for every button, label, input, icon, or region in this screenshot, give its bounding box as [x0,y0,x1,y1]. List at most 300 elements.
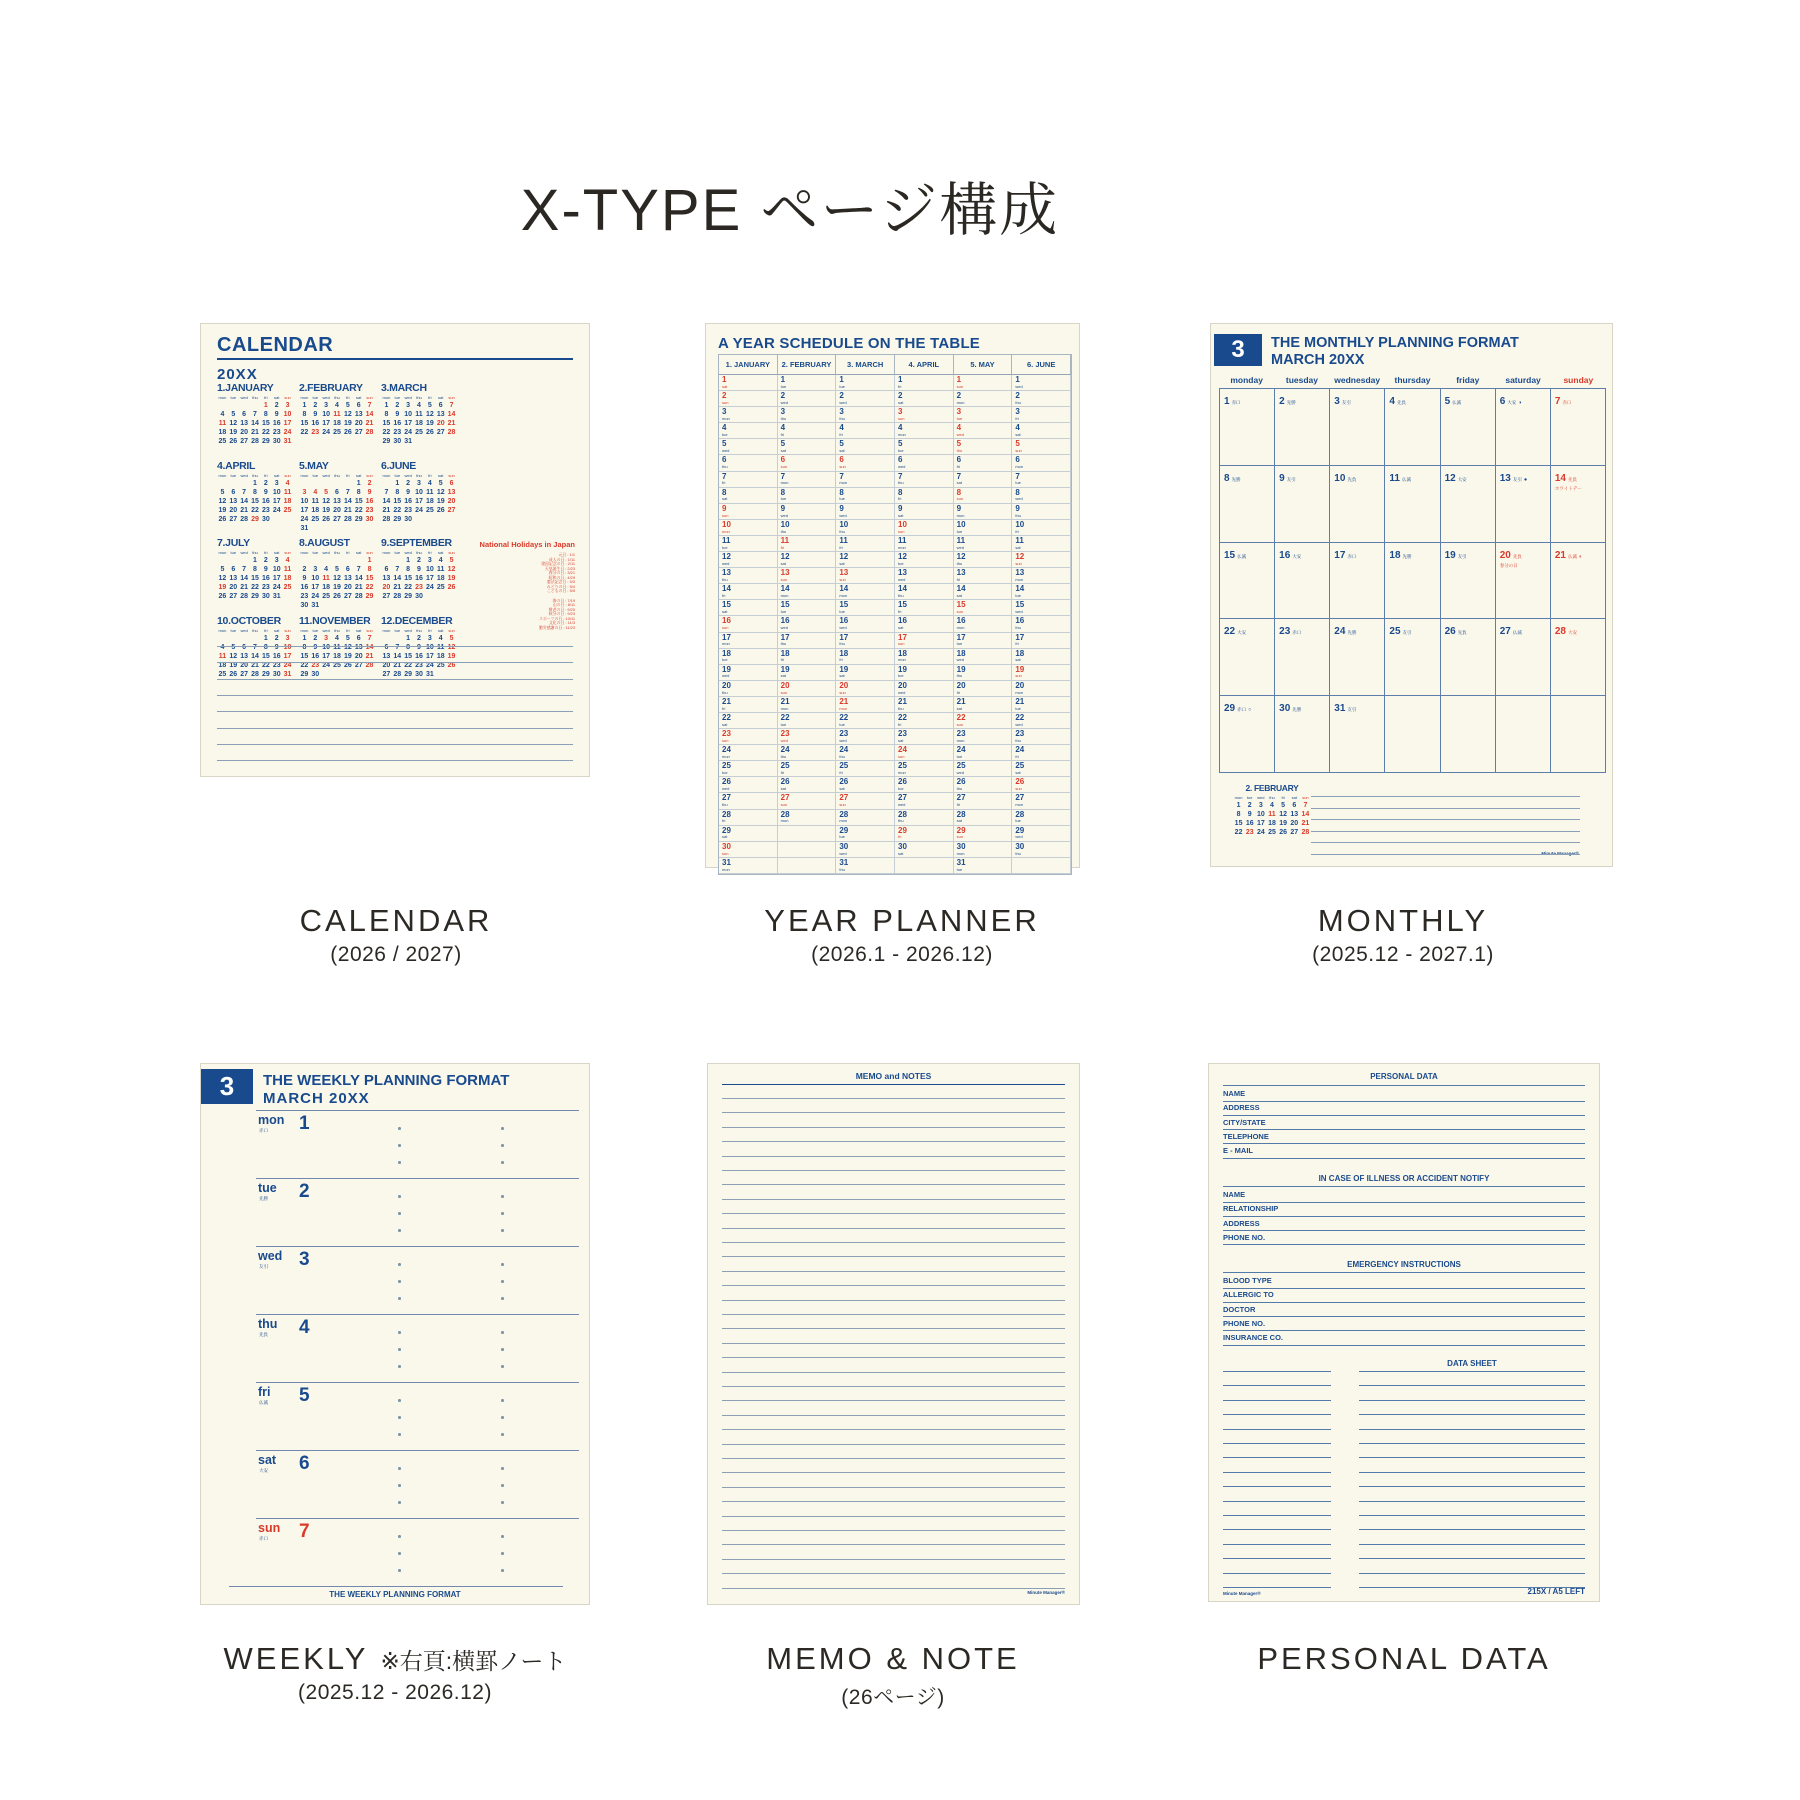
time-dot [501,1212,504,1215]
day-number: 26 [333,593,341,600]
day-number: 11 [322,575,330,582]
day-number: 2 [406,479,411,487]
day-number: 22 [300,661,309,669]
year-day-cell: 7 mon [778,472,837,488]
holiday-item: 文化の日 : 11/3 [548,620,575,625]
year-day-cell: 16 sat [895,616,954,632]
day-number: 2 [313,402,318,409]
year-day-cell [778,842,837,858]
day-number: 5 [345,402,350,409]
day-number: 18 [415,420,423,427]
day-number: 26 [218,593,227,600]
day-number: 3 [417,479,421,487]
weekday-label: tue [230,550,237,555]
weekday-label: sat [356,395,362,400]
field-line [1223,1158,1585,1159]
caption-weekly-range: (2025.12 - 2026.12) [298,1681,492,1704]
weekday-label: mon [218,627,227,633]
memo-line [722,1588,1065,1589]
data-sheet-line [1223,1573,1331,1574]
mini-month [1233,782,1311,837]
day-number: 15 [251,575,259,582]
holiday-item: スポーツの日 : 10/11 [539,615,575,621]
data-sheet-line [1223,1486,1331,1487]
day-number: 20 [229,584,238,591]
day-note: ホワイトデー [1554,485,1582,491]
note-line [1311,854,1580,855]
field-line [1223,1202,1585,1203]
day-number: 3 [285,634,290,642]
personal-data-page-preview [1208,1063,1600,1602]
weekday-label: mon [300,550,309,555]
day-number: 16 [415,652,423,660]
day-number: 22 [300,429,309,436]
mini-month [217,460,293,524]
year-day-cell: 19 tue [895,665,954,681]
day-number: 4 [438,557,443,564]
weekly-day-row [256,1314,579,1383]
time-dot [501,1229,504,1232]
memo-line [722,1271,1065,1272]
field-label: INSURANCE CO. [1223,1333,1284,1343]
data-sheet-line [1359,1544,1585,1545]
rokuyo-label: 仏滅 [259,1400,268,1405]
day-number: 5 [1281,802,1286,809]
day-number: 21 [343,506,352,514]
day-number: 30 [261,515,270,523]
day-number: 1 [384,402,389,409]
year-day-cell: 5 thu [954,439,1013,455]
day-number: 15 [251,497,259,505]
year-day-cell: 11 wed [954,536,1013,552]
monthly-day-cell: 19 友引 [1441,543,1496,620]
day-number: 30 [404,515,413,523]
mini-month-grid [1233,795,1311,837]
weekday-label: thu [416,550,422,555]
note-line [217,662,573,663]
field-label: ALLERGIC TO [1223,1290,1274,1300]
day-number: 16 [393,420,402,427]
day-number: 23 [415,584,423,591]
day-number: 3 [274,557,279,564]
year-day-cell: 1 fri [895,375,954,391]
year-day-cell: 31 tue [954,858,1013,874]
weekday-label: thu [252,395,258,400]
memo-line [722,1170,1065,1171]
note-line [217,760,573,761]
field-label: TELEPHONE [1223,1131,1269,1141]
year-day-cell: 20 sun [836,681,895,697]
weekday-label: mon [218,472,227,478]
day-number: 4 [285,479,290,487]
day-number: 12 [425,411,434,418]
year-day-cell: 6 sun [836,455,895,471]
day-number: 29 [404,593,413,600]
day-number: 14 [447,411,456,418]
year-planner-table [718,354,1072,875]
day-number: 26 [218,515,227,523]
weekday-label: fri [264,627,268,633]
day-number: 22 [354,506,363,514]
field-line [1223,1230,1585,1231]
year-day-cell: 15 tue [836,600,895,616]
day-number: 11 [1268,811,1276,818]
mini-month-title: 4.APRIL [217,459,256,472]
mini-month [381,537,457,601]
day-number: 4 [220,411,225,418]
data-sheet-line [1359,1371,1585,1372]
weekday-label: sat [438,395,444,400]
day-number: 12 [447,643,456,651]
monthly-day-cell: 26 先負 [1441,619,1496,696]
weekday-label: wed [322,627,330,633]
monthly-day-cell: 13 友引 ● [1496,466,1551,543]
year-day-cell: 21 mon [778,697,837,713]
mini-month-grid [381,473,457,524]
year-day-cell: 30 thu [1012,842,1071,858]
day-number: 25 [333,661,341,669]
year-day-cell: 9 sun [719,504,778,520]
day-number: 7 [395,643,400,651]
data-sheet-line [1359,1486,1585,1487]
mini-month-grid [299,628,375,679]
day-number: 30 [415,670,423,678]
field-line [1223,1115,1585,1116]
weekday-label: sun [448,550,455,555]
year-day-cell: 3 fri [1012,407,1071,423]
day-number: 13 [333,497,341,505]
day-number: 14 [393,575,402,582]
day-number: 17 [272,497,281,505]
mini-month [381,460,457,524]
year-day-cell: 4 wed [954,423,1013,439]
day-number: 21 [393,584,402,591]
memo-line [722,1472,1065,1473]
day-number: 24 [300,515,309,523]
monthly-day-cell: 21 仏滅 ◐ [1551,543,1606,620]
year-month-header: 3. MARCH [836,355,895,375]
year-day-cell: 23 sat [895,729,954,745]
memo-line [722,1573,1065,1574]
day-number: 16 [261,575,270,582]
memo-line [722,1559,1065,1560]
day-number: 19 [425,420,434,427]
day-number: 10 [425,643,434,651]
mini-month-grid [381,395,457,446]
year-day-cell: 25 wed [954,761,1013,777]
day-number: 28 [393,593,402,600]
day-number: 20 [240,429,249,436]
year-day-cell: 28 fri [719,810,778,826]
year-day-cell [778,858,837,874]
day-number: 4 [324,566,329,573]
day-number: 2 [395,402,400,409]
caption-year-planner-range: (2026.1 - 2026.12) [811,943,993,966]
year-day-cell: 30 sun [719,842,778,858]
year-day-cell: 21 fri [719,697,778,713]
time-dot [501,1569,504,1572]
day-number: 25 [311,515,320,523]
day-number: 11 [333,411,341,418]
mini-month-title: 5.MAY [299,459,329,472]
year-day-cell: 1 tue [836,375,895,391]
weekday-label: mon [382,472,391,478]
day-number: 17 [425,575,434,582]
day-number: 28 [251,438,259,445]
year-day-cell: 19 wed [719,665,778,681]
weekday-header: thursday [1394,375,1431,385]
mini-month-grid [299,395,375,437]
day-number: 7 [299,1521,310,1542]
monthly-day-cell: 6 大安 ◑ [1496,389,1551,466]
year-day-cell: 3 thu [836,407,895,423]
day-number: 6 [438,402,443,409]
time-dot [501,1161,504,1164]
year-day-cell: 2 mon [954,391,1013,407]
year-day-cell: 4 fri [778,423,837,439]
year-day-cell: 2 sun [719,391,778,407]
day-number: 10 [425,566,434,573]
field-label: DOCTOR [1223,1304,1256,1314]
day-number: 2 [417,557,421,564]
day-number: 13 [354,643,363,651]
weekday-label: thu [416,627,422,633]
day-number: 3 [427,557,432,564]
year-day-cell: 16 wed [778,616,837,632]
mini-month-title: 1.JANUARY [217,382,274,394]
weekday-label: fri [264,472,268,478]
year-day-cell: 14 thu [895,584,954,600]
day-number: 13 [436,411,445,418]
time-dot [501,1297,504,1300]
mini-month-title: 3.MARCH [381,382,427,394]
mini-month-title: 6.JUNE [381,459,416,472]
day-number: 14 [251,652,259,660]
year-day-cell: 4 mon [895,423,954,439]
field-line [1223,1316,1585,1317]
day-number: 10 [1256,811,1265,818]
day-number: 18 [283,497,292,505]
monthly-page-preview [1210,323,1613,867]
day-number: 27 [229,593,238,600]
monthly-day-cell [1551,696,1606,773]
day-note: 春分の日 [1499,562,1518,568]
day-number: 18 [218,429,227,436]
data-sheet-line [1223,1558,1331,1559]
day-number: 27 [229,515,238,523]
data-sheet-line [1359,1515,1585,1516]
day-number: 12 [343,411,352,418]
time-dot [398,1280,401,1283]
day-number: 4 [220,643,225,651]
data-sheet-line [1359,1457,1585,1458]
brand-mark: Minute Manager® [1223,1591,1261,1596]
caption-monthly-range: (2025.12 - 2027.1) [1312,943,1494,966]
year-day-cell: 12 sun [1012,552,1071,568]
note-line [1311,808,1580,809]
monthly-day-cell: 7 赤口 [1551,389,1606,466]
page-title: X-TYPE ページ構成 [520,178,1060,243]
day-number: 23 [415,661,423,669]
memo-line [722,1184,1065,1185]
day-number: 4 [438,634,443,642]
day-number: 21 [251,661,259,669]
caption-calendar-range: (2026 / 2027) [330,943,462,966]
year-day-cell: 1 tue [778,375,837,391]
data-sheet-line [1223,1515,1331,1516]
weekday-header: friday [1456,375,1480,385]
holiday-item: 憲法記念日 : 5/3 [546,579,575,584]
day-number: 7 [242,488,247,496]
year-day-cell: 17 thu [778,633,837,649]
year-day-cell: 13 fri [954,568,1013,584]
day-number: 15 [404,652,413,660]
weekday-label: mon [1234,795,1243,800]
year-day-cell: 29 sun [954,826,1013,842]
day-number: 31 [425,670,434,678]
time-dot [501,1552,504,1555]
year-day-cell: 6 sun [778,455,837,471]
time-dot [398,1467,401,1470]
weekly-footer: THE WEEKLY PLANNING FORMAT [329,1590,461,1599]
day-number: 6 [345,566,350,573]
memo-line [722,1400,1065,1401]
day-number: 11 [218,652,227,660]
rokuyo-label: 赤口 [259,1536,268,1541]
day-number: 23 [365,506,374,514]
day-number: 27 [354,429,363,436]
day-number: 19 [447,652,456,660]
year-day-cell: 25 mon [895,761,954,777]
day-number: 9 [302,575,307,582]
day-number: 19 [322,506,331,514]
memo-line [722,1098,1065,1099]
day-number: 5 [220,566,225,573]
day-number: 2 [274,402,279,409]
year-month-header: 1. JANUARY [719,355,778,375]
day-number: 6 [231,488,236,496]
weekly-title: THE WEEKLY PLANNING FORMAT [263,1072,510,1089]
weekday-label: fri [428,472,432,478]
day-number: 15 [365,575,374,582]
year-day-cell: 10 thu [778,520,837,536]
weekday-label: thu [1269,795,1275,800]
year-planner-title: A YEAR SCHEDULE ON THE TABLE [718,335,981,352]
day-number: 8 [253,488,257,496]
weekday-label: wed [404,550,412,555]
day-number: 2 [302,566,307,573]
data-sheet-line [1223,1544,1331,1545]
year-day-cell: 28 mon [836,810,895,826]
year-day-cell: 22 sun [954,713,1013,729]
monthly-day-cell: 4 先負 [1385,389,1440,466]
year-day-cell: 22 tue [778,713,837,729]
data-sheet-header: DATA SHEET [1447,1359,1497,1368]
year-day-cell: 26 tue [895,777,954,793]
holiday-item: こどもの日 : 5/5 [546,588,575,593]
year-day-cell: 25 tue [719,761,778,777]
field-line [1223,1244,1585,1245]
day-number: 1 [406,557,411,564]
weekday-label: sun [1302,795,1309,800]
monthly-subtitle: MARCH 20XX [1271,352,1365,368]
day-number: 16 [311,652,320,660]
memo-line [722,1444,1065,1445]
day-number: 30 [365,515,374,523]
day-number: 3 [274,479,279,487]
year-day-cell: 14 fri [719,584,778,600]
year-day-cell: 3 thu [778,407,837,423]
year-day-cell: 18 fri [778,649,837,665]
field-label: RELATIONSHIP [1223,1204,1279,1214]
day-number: 11 [437,566,445,573]
weekday-label: sat [1291,795,1297,800]
year-day-cell: 21 mon [836,697,895,713]
day-number: 8 [384,411,389,418]
year-day-cell: 13 wed [895,568,954,584]
year-day-cell: 19 sat [836,665,895,681]
day-number: 6 [356,402,361,409]
day-number: 12 [447,566,456,573]
holiday-item: 天皇誕生日 : 2/23 [544,565,575,571]
day-number: 14 [382,497,391,505]
year-day-cell: 26 sun [1012,777,1071,793]
day-number: 21 [240,506,249,514]
day-number: 20 [229,506,238,514]
weekday-label: mon [382,395,391,400]
day-number: 2 [417,634,421,642]
year-day-cell: 30 sat [895,842,954,858]
year-day-cell: 6 thu [719,455,778,471]
year-day-cell: 27 fri [954,793,1013,809]
day-number: 21 [382,506,391,514]
weekday-label: fri [346,395,350,400]
year-day-cell: 27 thu [719,793,778,809]
weekday-label: wed [404,472,412,478]
weekday-label: sat [274,627,280,633]
year-day-cell: 19 sat [778,665,837,681]
mini-month-title: 11.NOVEMBER [299,614,371,627]
time-dot [501,1433,504,1436]
monthly-day-cell: 10 先負 [1330,466,1385,543]
section-rule [1223,1085,1585,1086]
day-number: 7 [395,566,400,573]
year-day-cell: 12 sat [836,552,895,568]
weekday-header: saturday [1505,375,1541,385]
data-sheet-line [1223,1429,1331,1430]
field-line [1223,1288,1585,1289]
year-day-cell: 18 fri [836,649,895,665]
day-number: 4 [299,1317,310,1338]
day-number: 17 [311,584,320,591]
day-number: 17 [272,575,281,582]
holiday-item: 昭和の日 : 4/29 [548,574,575,580]
day-number: 13 [343,575,352,582]
memo-line [722,1285,1065,1286]
day-number: 8 [302,643,307,651]
year-day-cell: 25 fri [836,761,895,777]
year-day-cell: 8 tue [836,488,895,504]
day-number: 14 [251,420,259,427]
day-number: 4 [417,402,421,409]
time-dot [501,1263,504,1266]
year-day-cell: 13 mon [1012,568,1071,584]
year-day-cell: 8 wed [1012,488,1071,504]
day-number: 30 [415,593,423,600]
day-number: 17 [322,420,331,427]
day-number: 23 [272,429,281,436]
day-number: 24 [311,593,320,600]
